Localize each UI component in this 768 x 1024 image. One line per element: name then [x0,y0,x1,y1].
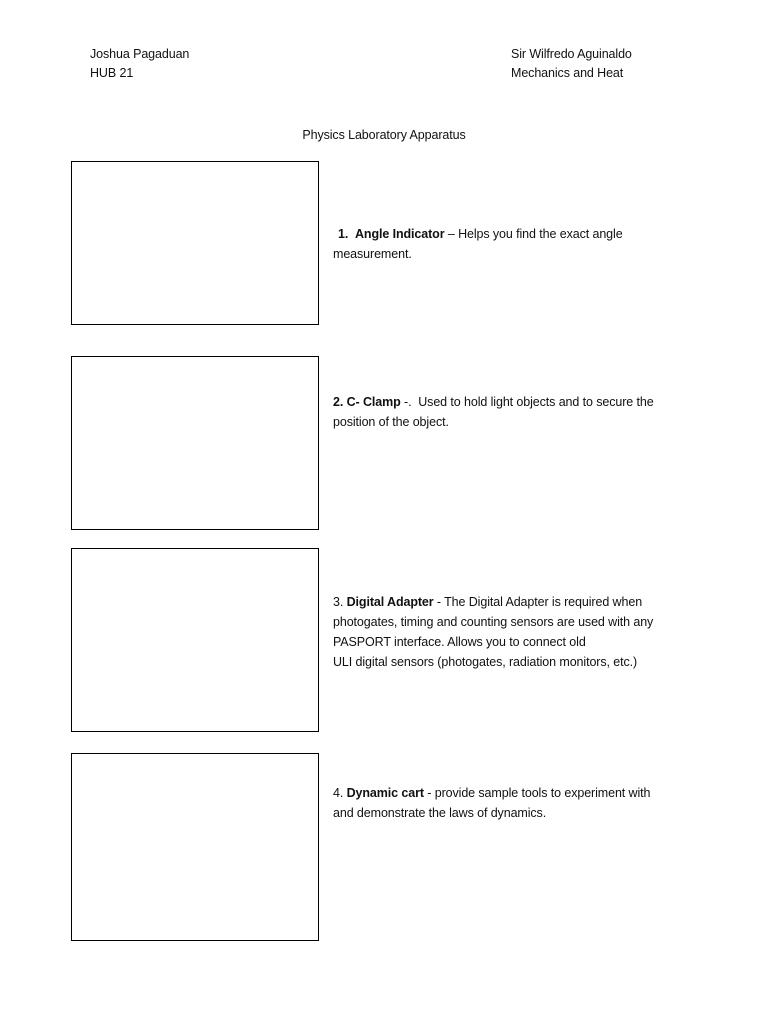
teacher-name: Sir Wilfredo Aguinaldo [511,47,632,61]
item-description-line: ULI digital sensors (photogates, radiation monitors, etc.) [333,655,638,669]
image-placeholder-box-4 [71,753,319,941]
item-number: 1. [338,227,349,241]
item-name: Dynamic cart [346,786,424,800]
student-name: Joshua Pagaduan [90,47,190,61]
item-separator: -. [400,395,419,409]
apparatus-item-1 [333,224,673,264]
item-name: Angle Indicator [354,227,445,241]
apparatus-item-4 [333,783,673,823]
document-title: Physics Laboratory Apparatus [302,128,466,142]
image-placeholder-box-1 [71,161,319,325]
item-first-line [333,783,673,803]
item-description-line: Used to hold light objects and to secure the [418,395,654,409]
image-placeholder-box-3 [71,548,319,732]
item-first-line [333,392,673,412]
item-description-line: and demonstrate the laws of dynamics. [333,806,547,820]
item-first-line [333,224,673,244]
item-name: Digital Adapter [346,595,434,609]
header-right [511,45,632,83]
item-number: 3. [333,595,344,609]
item-description-line: Helps you find the exact angle [458,227,623,241]
item-description-line: position of the object. [333,415,449,429]
apparatus-item-3 [333,592,673,672]
image-placeholder-box-2 [71,356,319,530]
student-section: HUB 21 [90,66,134,80]
item-description-line: photogates, timing and counting sensors are used with any [333,615,654,629]
item-number: 2. [333,395,344,409]
item-separator: - [433,595,445,609]
subject-name: Mechanics and Heat [511,66,624,80]
item-description-line: PASPORT interface. Allows you to connect old [333,635,586,649]
item-number: 4. [333,786,344,800]
item-separator: – [444,227,459,241]
item-first-line [333,592,673,612]
item-description-line: provide sample tools to experiment with [434,786,651,800]
item-description-line: The Digital Adapter is required when [444,595,643,609]
header-left [90,45,189,83]
item-name: C- Clamp [346,395,401,409]
apparatus-item-2 [333,392,673,432]
item-separator: - [423,786,435,800]
item-description-line: measurement. [333,247,412,261]
